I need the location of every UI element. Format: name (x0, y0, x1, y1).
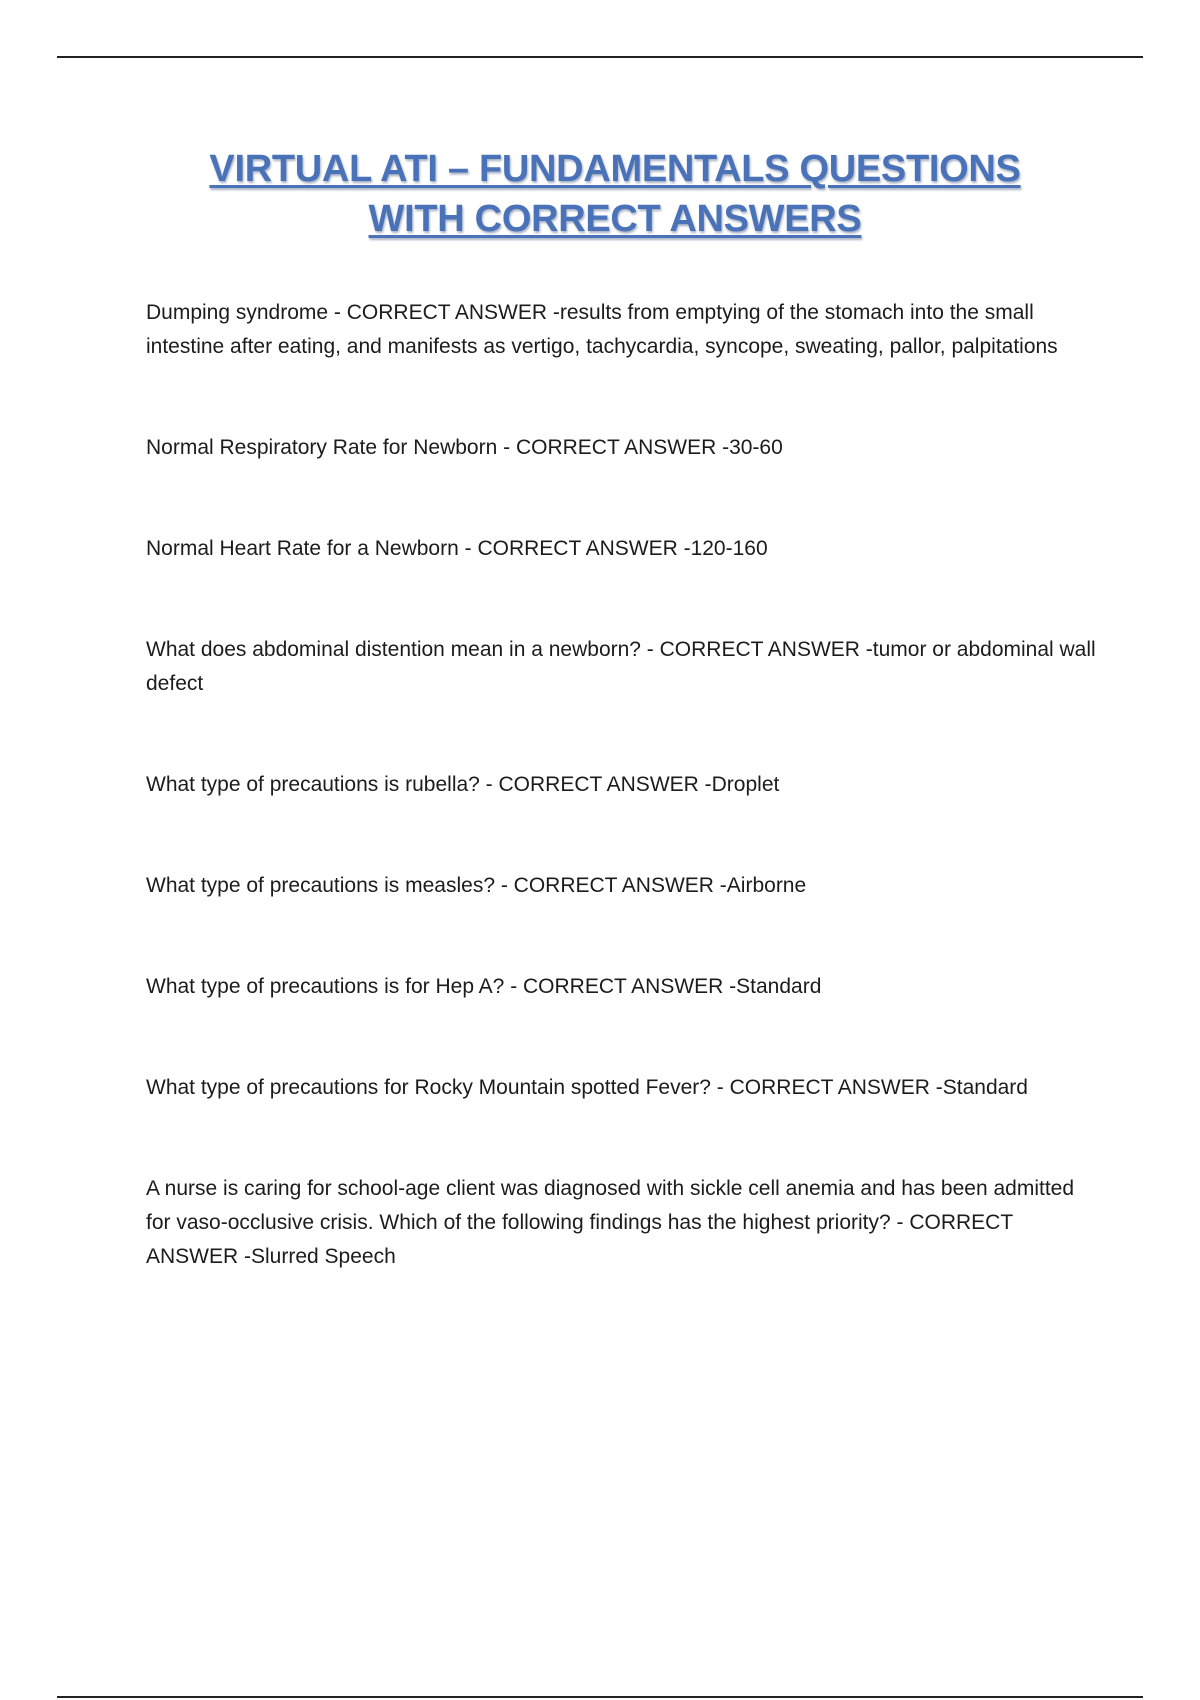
qa-item-abdominal-distention: What does abdominal distention mean in a newborn? - CORRECT ANSWER -tumor or abdominal wall defect (146, 638, 1096, 695)
qa-item-sickle-cell-priority: A nurse is caring for school-age client was diagnosed with sickle cell anemia and has been admitted for vaso-occlusive crisis. Which of the following findings has the highest priority? - CORRECT ANSWER -Slurred Speech (146, 1177, 1075, 1268)
question-answer-list (146, 296, 1096, 1341)
top-rule (57, 56, 1143, 58)
document-title (120, 144, 1110, 244)
document-title-line-2: WITH CORRECT ANSWERS (368, 198, 862, 240)
qa-item-rocky-mountain-precautions: What type of precautions for Rocky Mountain spotted Fever? - CORRECT ANSWER -Standard (146, 1076, 1028, 1099)
bottom-rule (57, 1696, 1143, 1698)
qa-item-newborn-heart-rate: Normal Heart Rate for a Newborn - CORRECT ANSWER -120-160 (146, 537, 768, 560)
qa-item-measles-precautions: What type of precautions is measles? - CORRECT ANSWER -Airborne (146, 874, 807, 897)
qa-item-hep-a-precautions: What type of precautions is for Hep A? - CORRECT ANSWER -Standard (146, 975, 822, 998)
qa-item-newborn-respiratory-rate: Normal Respiratory Rate for Newborn - CORRECT ANSWER -30-60 (146, 436, 783, 459)
qa-item-dumping-syndrome: Dumping syndrome - CORRECT ANSWER -results from emptying of the stomach into the small intestine after eating, and manifests as vertigo, tachycardia, syncope, sweating, pallor, palpitations (146, 301, 1058, 358)
document-title-line-1: VIRTUAL ATI – FUNDAMENTALS QUESTIONS (209, 148, 1021, 190)
qa-item-rubella-precautions: What type of precautions is rubella? - CORRECT ANSWER -Droplet (146, 773, 780, 796)
